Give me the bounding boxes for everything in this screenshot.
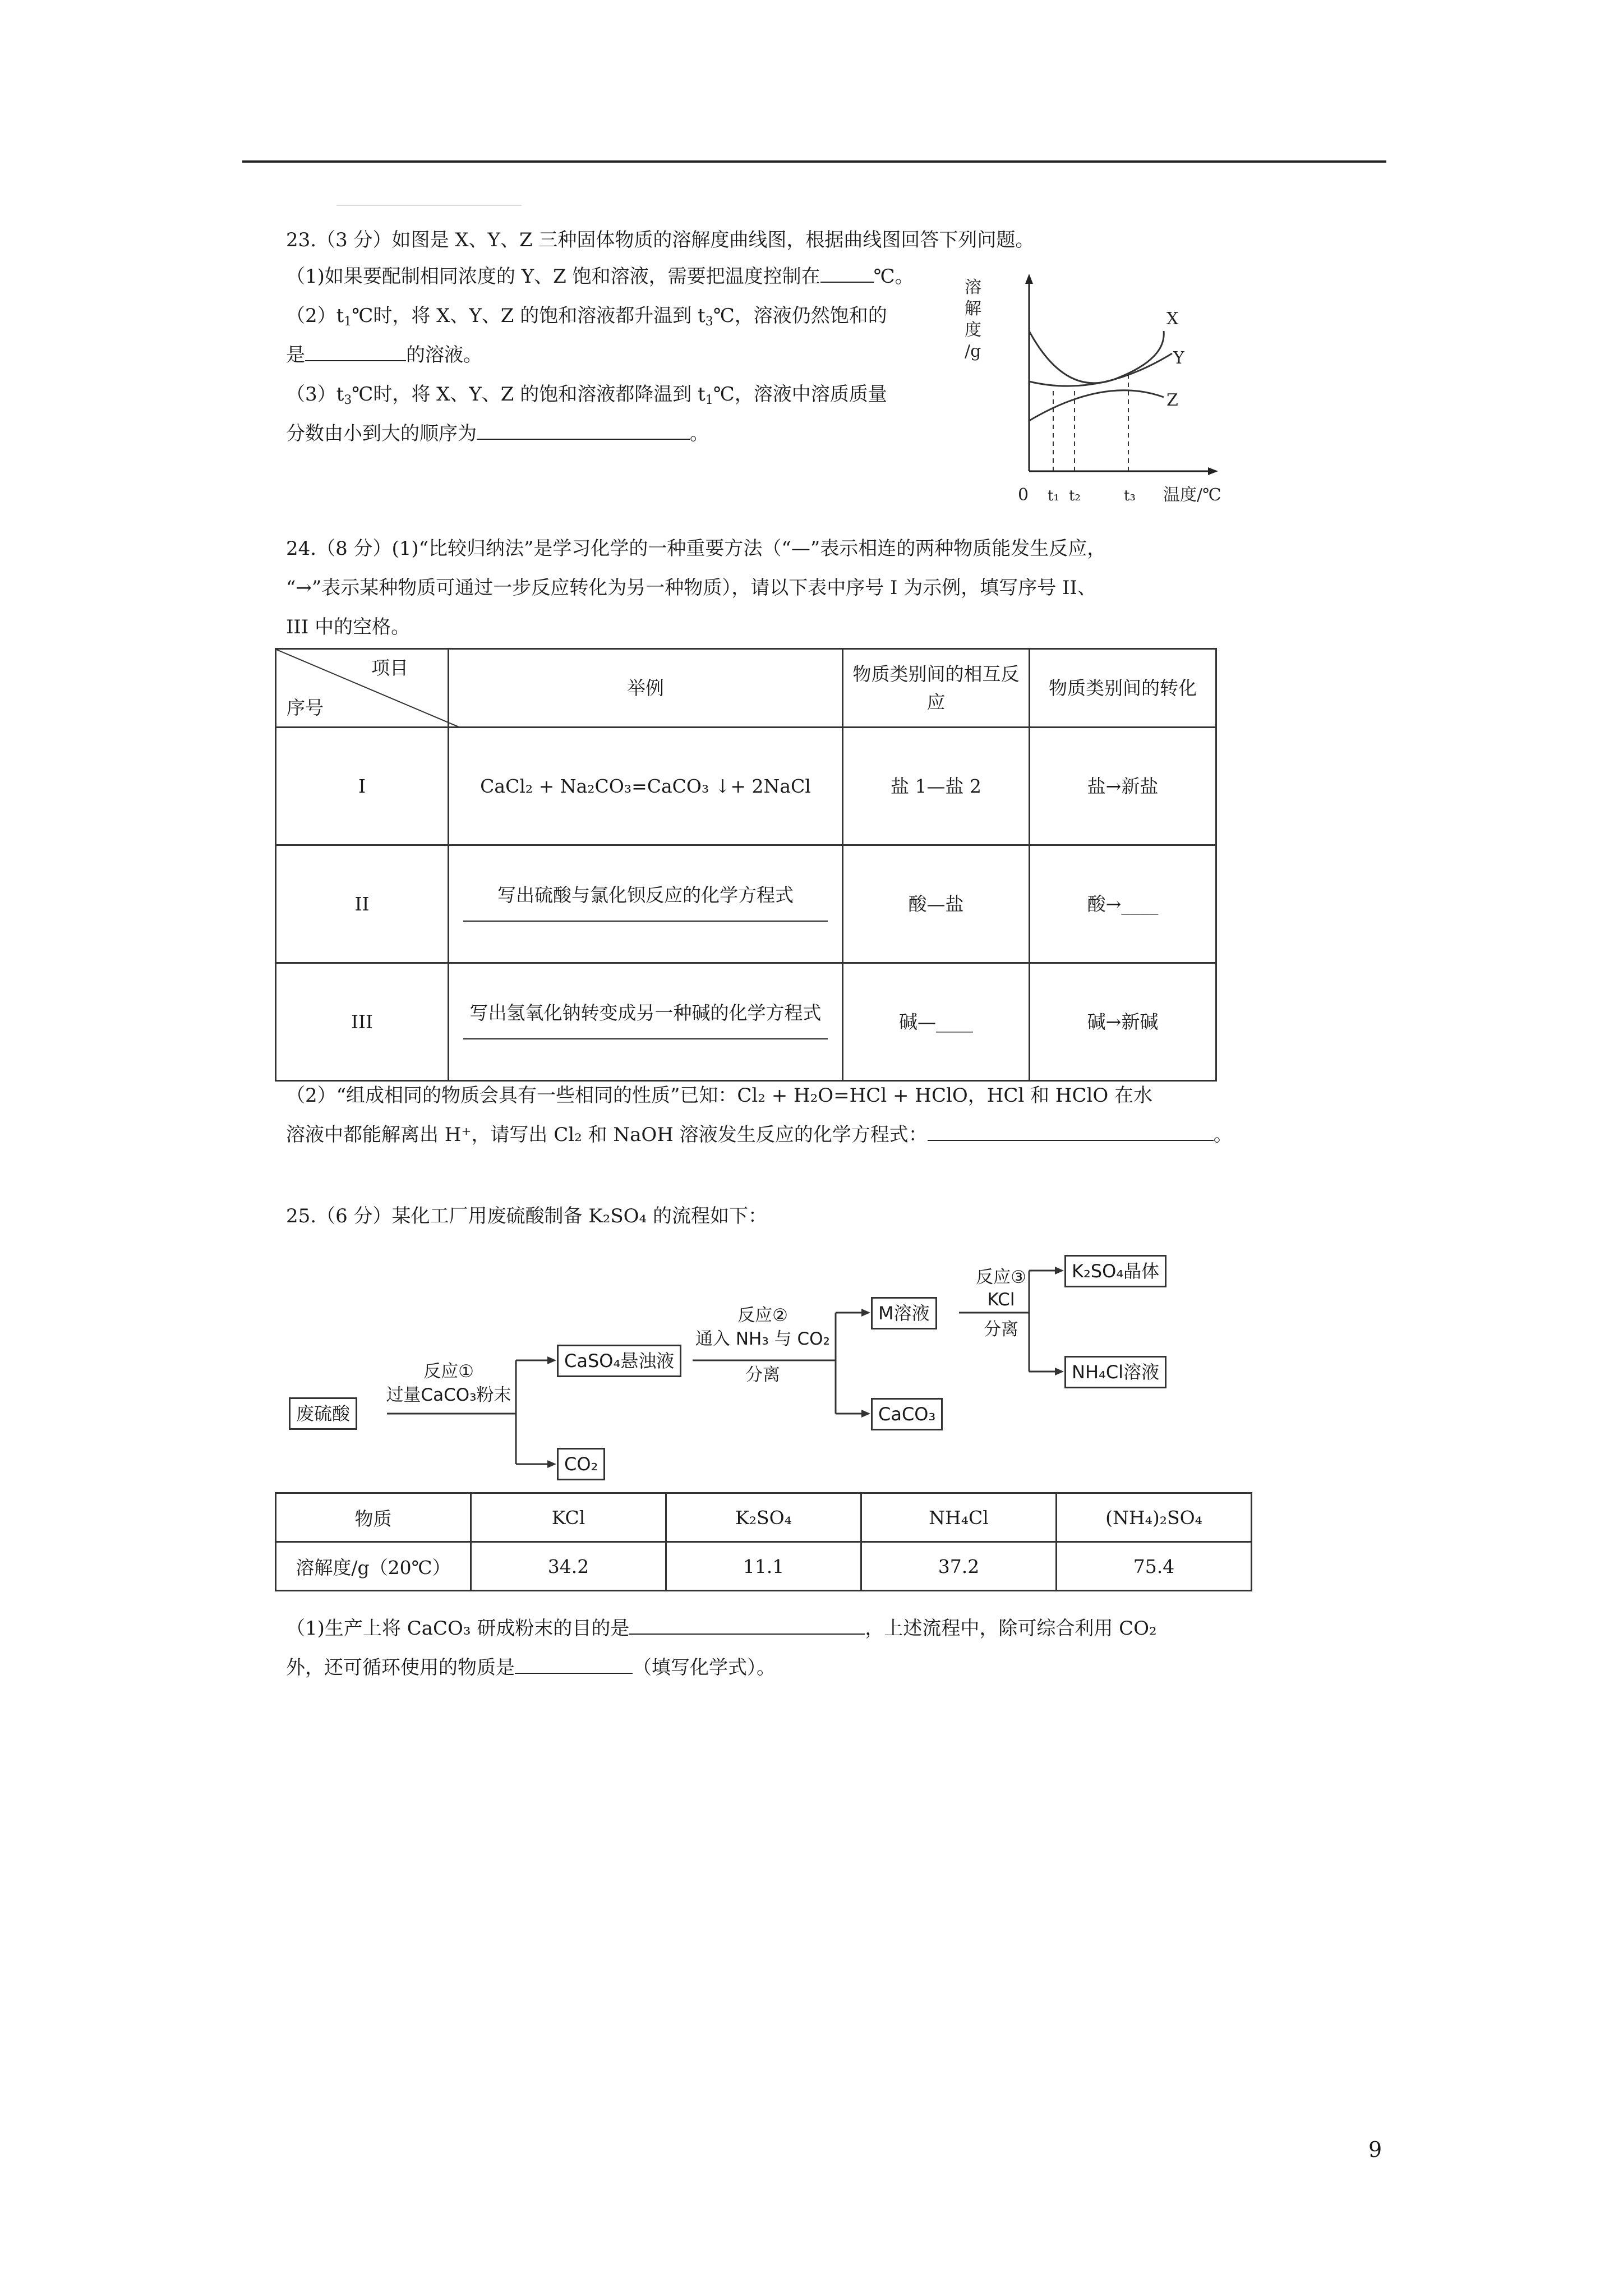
- row-conv: 酸→____: [1030, 845, 1216, 963]
- header-item: 项目: [371, 657, 408, 679]
- row-react: 碱—____: [843, 963, 1030, 1081]
- header-example: 举例: [449, 649, 843, 728]
- answer-blank[interactable]: [928, 1123, 1214, 1141]
- q25-part1-text3: 外，还可循环使用的物质是: [286, 1657, 515, 1679]
- answer-line[interactable]: [463, 1038, 828, 1039]
- label-reaction2-separate: 分离: [745, 1365, 780, 1385]
- q23-part1-unit: ℃。: [873, 265, 914, 288]
- header-cell: KCl: [471, 1493, 666, 1542]
- value-cell: 34.2: [471, 1542, 666, 1591]
- row-conv: 盐→新盐: [1030, 728, 1216, 845]
- label-reaction3-reagent: KCl: [987, 1290, 1015, 1310]
- q24-line3: III 中的空格。: [286, 616, 411, 638]
- q23-part2b-pre: 是: [286, 344, 305, 366]
- q24-line2: “→”表示某种物质可通过一步反应转化为另一种物质），请以下表中序号 I 为示例，填写序号 II、: [286, 577, 1096, 599]
- box-waste-sulfuric-acid: 废硫酸: [289, 1397, 357, 1430]
- tick-label-t2: t₂: [1069, 487, 1081, 504]
- q24-part2-end: 。: [1213, 1124, 1233, 1146]
- box-nh4cl-solution: NH₄Cl溶液: [1064, 1356, 1166, 1388]
- row-example-text: 写出氢氧化钠转变成另一种碱的化学方程式: [469, 1001, 822, 1024]
- q23-part2-mid: ℃时，将 X、Y、Z 的饱和溶液都升温到 t: [352, 305, 706, 327]
- value-cell: 37.2: [861, 1542, 1057, 1591]
- y-axis-label-char: /g: [965, 342, 981, 361]
- row-seq: III: [276, 963, 449, 1081]
- series-label-x: X: [1166, 309, 1179, 329]
- q23-part3b-post: 。: [690, 422, 709, 445]
- header-diagonal-cell: [276, 649, 449, 728]
- series-label-z: Z: [1166, 390, 1178, 410]
- label-reaction3: 反应③: [976, 1267, 1026, 1287]
- answer-blank[interactable]: [477, 422, 690, 440]
- q23-part2-line2: [286, 342, 482, 368]
- header-conv: 物质类别间的转化: [1030, 649, 1216, 728]
- answer-blank[interactable]: [305, 343, 406, 361]
- origin-label: 0: [1018, 485, 1029, 505]
- row-seq: I: [276, 728, 449, 845]
- process-flow-diagram: [286, 1248, 1239, 1495]
- subscript: 1: [344, 315, 352, 329]
- q23-header: 23.（3 分）如图是 X、Y、Z 三种固体物质的溶解度曲线图，根据曲线图回答下列问题。: [286, 229, 1035, 251]
- q23-part1-text: （1)如果要配制相同浓度的 Y、Z 饱和溶液，需要把温度控制在: [286, 265, 820, 288]
- label-reaction1-reagent: 过量CaCO₃粉末: [386, 1385, 511, 1405]
- series-label-y: Y: [1173, 348, 1184, 368]
- q23-part3-line2: [286, 421, 709, 447]
- box-co2: CO₂: [557, 1448, 605, 1480]
- value-cell: 11.1: [666, 1542, 861, 1591]
- box-m-solution: M溶液: [871, 1297, 937, 1329]
- row-example: CaCl₂ + Na₂CO₃=CaCO₃ ↓+ 2NaCl: [449, 728, 843, 845]
- subscript: 1: [705, 393, 713, 407]
- q24-table: [275, 648, 1217, 1082]
- y-axis-label-char: 度: [965, 320, 981, 340]
- q23-part2-pre: （2）t: [286, 305, 344, 327]
- answer-blank[interactable]: [515, 1656, 633, 1674]
- tick-label-t1: t₁: [1048, 487, 1059, 504]
- table-header-row: [276, 1493, 1252, 1542]
- x-axis-arrow: [1208, 467, 1218, 475]
- header-cell: NH₄Cl: [861, 1493, 1057, 1542]
- curve-z: [1029, 390, 1164, 421]
- q23-part3-pre: （3）t: [286, 383, 344, 406]
- label-reaction2-reagent: 通入 NH₃ 与 CO₂: [695, 1329, 830, 1349]
- value-cell: 75.4: [1057, 1542, 1252, 1591]
- curve-x: [1029, 331, 1164, 383]
- header-react: 物质类别间的相互反应: [843, 649, 1030, 728]
- page-number: 9: [1368, 2137, 1382, 2162]
- answer-blank[interactable]: [820, 265, 874, 283]
- q24-part2-line2: [286, 1122, 1233, 1148]
- table-row: [276, 845, 1216, 963]
- q23-part3-mid: ℃时，将 X、Y、Z 的饱和溶液都降温到 t: [352, 383, 706, 406]
- box-caco3: CaCO₃: [871, 1398, 943, 1430]
- row-react: 酸—盐: [843, 845, 1030, 963]
- row-react: 盐 1—盐 2: [843, 728, 1030, 845]
- row-example: [449, 845, 843, 963]
- q25-part1-text4: （填写化学式）。: [633, 1657, 776, 1679]
- q25-part1-line2: [286, 1655, 776, 1681]
- table-row: [276, 963, 1216, 1081]
- row-conv: 碱→新碱: [1030, 963, 1216, 1081]
- box-k2so4-crystal: K₂SO₄晶体: [1064, 1255, 1166, 1287]
- header-rule: [242, 160, 1386, 163]
- subscript: 3: [344, 393, 352, 407]
- row-example: [449, 963, 843, 1081]
- q23-part2-line1: [286, 303, 887, 335]
- table-row: [276, 1542, 1252, 1591]
- table-header-row: [276, 649, 1216, 728]
- q23-part3-post: ℃，溶液中溶质质量: [713, 383, 887, 406]
- row-example-text: 写出硫酸与氯化钡反应的化学方程式: [497, 884, 794, 906]
- q25-part1-line1: [286, 1616, 1157, 1641]
- row-seq: II: [276, 845, 449, 963]
- q25-part1-text2: ，上述流程中，除可综合利用 CO₂: [865, 1617, 1157, 1640]
- header-cell: K₂SO₄: [666, 1493, 861, 1542]
- q25-header: 25.（6 分）某化工厂用废硫酸制备 K₂SO₄ 的流程如下：: [286, 1205, 767, 1227]
- solubility-table: [275, 1492, 1252, 1591]
- label-reaction1: 反应①: [423, 1361, 474, 1382]
- answer-blank[interactable]: [629, 1617, 865, 1635]
- header-cell: 物质: [276, 1493, 471, 1542]
- q24-part2-line1: （2）“组成相同的物质会具有一些相同的性质”已知：Cl₂ + H₂O=HCl + HClO，HCl 和 HClO 在水: [286, 1084, 1153, 1107]
- q23-part2-post: ℃，溶液仍然饱和的: [713, 305, 887, 327]
- q24-line1: 24.（8 分）(1)“比较归纳法”是学习化学的一种重要方法（“—”表示相连的两种物质能发生反应，: [286, 537, 1106, 560]
- y-axis-label-char: 溶: [965, 278, 981, 297]
- header-seq: 序号: [287, 697, 324, 719]
- q25-part1-text: （1)生产上将 CaCO₃ 研成粉末的目的是: [286, 1617, 630, 1640]
- faint-line: [336, 205, 522, 206]
- table-row: [276, 728, 1216, 845]
- subscript: 3: [705, 315, 713, 329]
- label-reaction3-separate: 分离: [984, 1319, 1018, 1340]
- q23-part1: [286, 264, 914, 289]
- tick-label-t3: t₃: [1124, 487, 1136, 504]
- y-axis-arrow: [1025, 274, 1033, 284]
- answer-line[interactable]: [463, 921, 828, 922]
- q24-part2-text: 溶液中都能解离出 H⁺，请写出 Cl₂ 和 NaOH 溶液发生反应的化学方程式：: [286, 1124, 928, 1146]
- q23-part3b-pre: 分数由小到大的顺序为: [286, 422, 477, 445]
- box-caso4-suspension: CaSO₄悬浊液: [557, 1345, 681, 1377]
- solubility-chart: [965, 269, 1234, 510]
- q23-part2b-post: 的溶液。: [406, 344, 482, 366]
- label-reaction2: 反应②: [737, 1305, 788, 1326]
- x-axis-label: 温度/℃: [1163, 485, 1221, 505]
- header-cell: (NH₄)₂SO₄: [1057, 1493, 1252, 1542]
- y-axis-label-char: 解: [965, 299, 981, 319]
- q23-part3-line1: [286, 381, 887, 413]
- row-label: 溶解度/g（20℃）: [276, 1542, 471, 1591]
